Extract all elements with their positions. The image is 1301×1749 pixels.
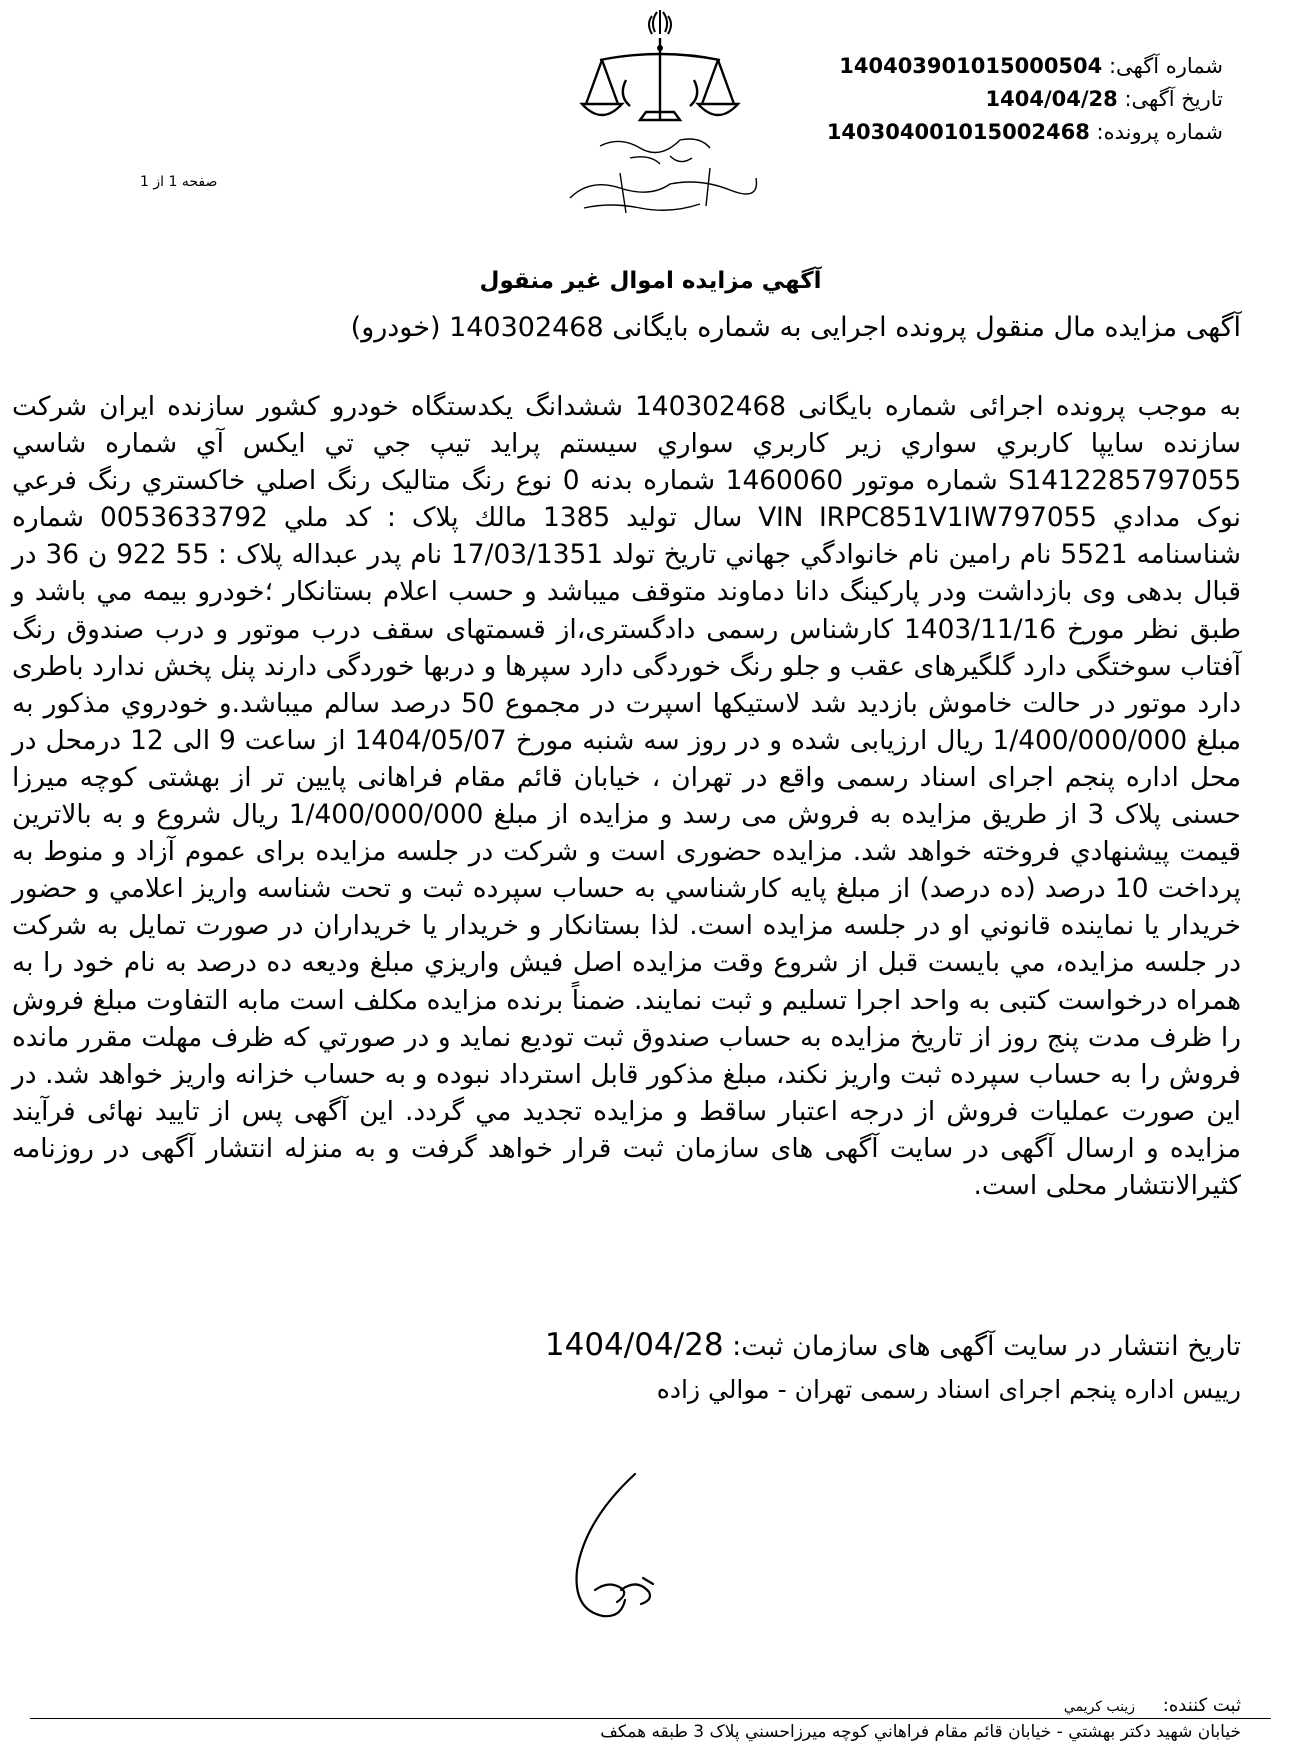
handwritten-signature (525, 1460, 710, 1640)
ad-date-label: تاریخ آگهی: (1124, 87, 1223, 111)
ad-date: 1404/04/28 (985, 87, 1118, 111)
registrar-name: زينب كريمي (1063, 1699, 1136, 1715)
publish-date: 1404/04/28 (544, 1327, 724, 1363)
footer-divider (30, 1718, 1271, 1719)
file-number-label: شماره پرونده: (1096, 120, 1223, 144)
ad-meta (803, 50, 1223, 149)
notice-body: به موجب پرونده اجرائی شماره بایگانی 140302468 ششدانگ یکدستگاه خودرو کشور سازنده ایران شرکت سازنده سايپا كاربري سواري زير كاربري سواري سيستم پرايد تيپ جي تي ايكس آي شماره شاسي S1412285797055 شماره موتور 1460060 شماره بدنه 0 نوع رنگ متاليک رنگ اصلي خاكستري رنگ فرعي نوک مدادي VIN IRPC851V1IW797055 سال توليد 1385 مالك پلاک : كد ملي 0053633792 شماره شناسنامه 5521 نام رامين نام خانوادگي جهاني تاريخ تولد 17/03/1351 نام پدر عبداله پلاک : 55 922 ن 36 در قبال بدهی وی بازداشت ودر پارکینگ دانا دماوند متوقف میباشد و حسب اعلام بستانكار ؛خودرو بيمه مي باشد و طبق نظر مورخ 1403/11/16 کارشناس رسمی دادگستری،از قسمتهای سقف درب موتور و درب صندوق رنگ آفتاب سوختگی دارد گلگیرهای عقب و جلو رنگ خوردگی دارد سپرها و دربها خوردگی دارند پنل پخش ندارد باطری دارد موتور در حالت خاموش بازدید شد لاستیکها اسپرت در مجموع 50 درصد سالم میباشد.و خودروي مذكور به مبلغ 1/400/000/000 ريال ارزيابی شده و در روز سه شنبه مورخ 1404/05/07 از ساعت 9 الی 12 درمحل در محل اداره پنجم اجرای اسناد رسمی واقع در تهران ، خیابان قائم مقام فراهانی پایین تر از بهشتی کوچه میرزا حسنی پلاک 3 از طريق مزايده به فروش می رسد و مزايده از مبلغ 1/400/000/000 ريال شروع و به بالاترين قيمت پيشنهادي فروخته خواهد شد. مزایده حضوری است و شرکت در جلسه مزایده برای عموم آزاد و منوط به پرداخت 10 درصد (ده درصد) از مبلغ پايه كارشناسي به حساب سپرده ثبت و تحت شناسه واريز اعلامي و حضور خريدار يا نماينده قانوني او در جلسه مزايده است. لذا بستانکار و خریدار یا خریداران در صورت تمایل به شرکت در جلسه مزایده، مي بايست قبل از شروع وقت مزايده اصل فيش واريزي مبلغ وديعه ده درصد به نام خود را به همراه درخواست کتبی به واحد اجرا تسلیم و ثبت نمایند. ضمناً برنده مزایده مکلف است مابه التفاوت مبلغ فروش را ظرف مدت پنج روز از تاریخ مزایده به حساب صندوق ثبت تودیع نماید و در صورتي كه ظرف مهلت مقرر مانده فروش را به حساب سپرده ثبت واريز نكند، مبلغ مذكور قابل استرداد نبوده و به حساب خزانه واريز خواهد شد. در اين صورت عمليات فروش از درجه اعتبار ساقط و مزايده تجديد مي گردد. این آگهی پس از تایید نهائی فرآیند مزایده و ارسال آگهی در سایت آگهی های سازمان ثبت قرار خواهد گرفت و به منزله انتشار آگهی در روزنامه کثیرالانتشار محلی است. (12, 391, 1242, 1201)
ad-number: 140403901015000504 (839, 54, 1103, 78)
file-number: 140304001015002468 (826, 120, 1090, 144)
file-number-row (803, 116, 1223, 149)
notice-subtitle: آگهی مزایده مال منقول پرونده اجرایی به شماره بایگانی 140302468 (خودرو) (350, 312, 1241, 343)
registrar-line (1064, 1695, 1241, 1716)
ad-number-label: شماره آگهی: (1108, 54, 1223, 78)
publish-date-line (545, 1327, 1241, 1363)
office-address: خيابان شهيد دكتر بهشتي - خيابان قائم مقام فراهاني كوچه ميرزاحسني پلاک 3 طبقه همكف (600, 1722, 1241, 1742)
notice-title: آگهي مزايده اموال غير منقول (479, 268, 822, 294)
publish-date-label: تاریخ انتشار در سایت آگهی های سازمان ثبت: (732, 1331, 1241, 1362)
official-signature-line: رييس اداره پنجم اجرای اسناد رسمی تهران - موالي زاده (656, 1375, 1241, 1404)
ad-number-row (803, 50, 1223, 83)
judiciary-emblem (560, 8, 760, 223)
page-number: صفحه 1 از 1 (140, 174, 218, 190)
ad-date-row (803, 83, 1223, 116)
registrar-label: ثبت کننده: (1162, 1695, 1241, 1716)
